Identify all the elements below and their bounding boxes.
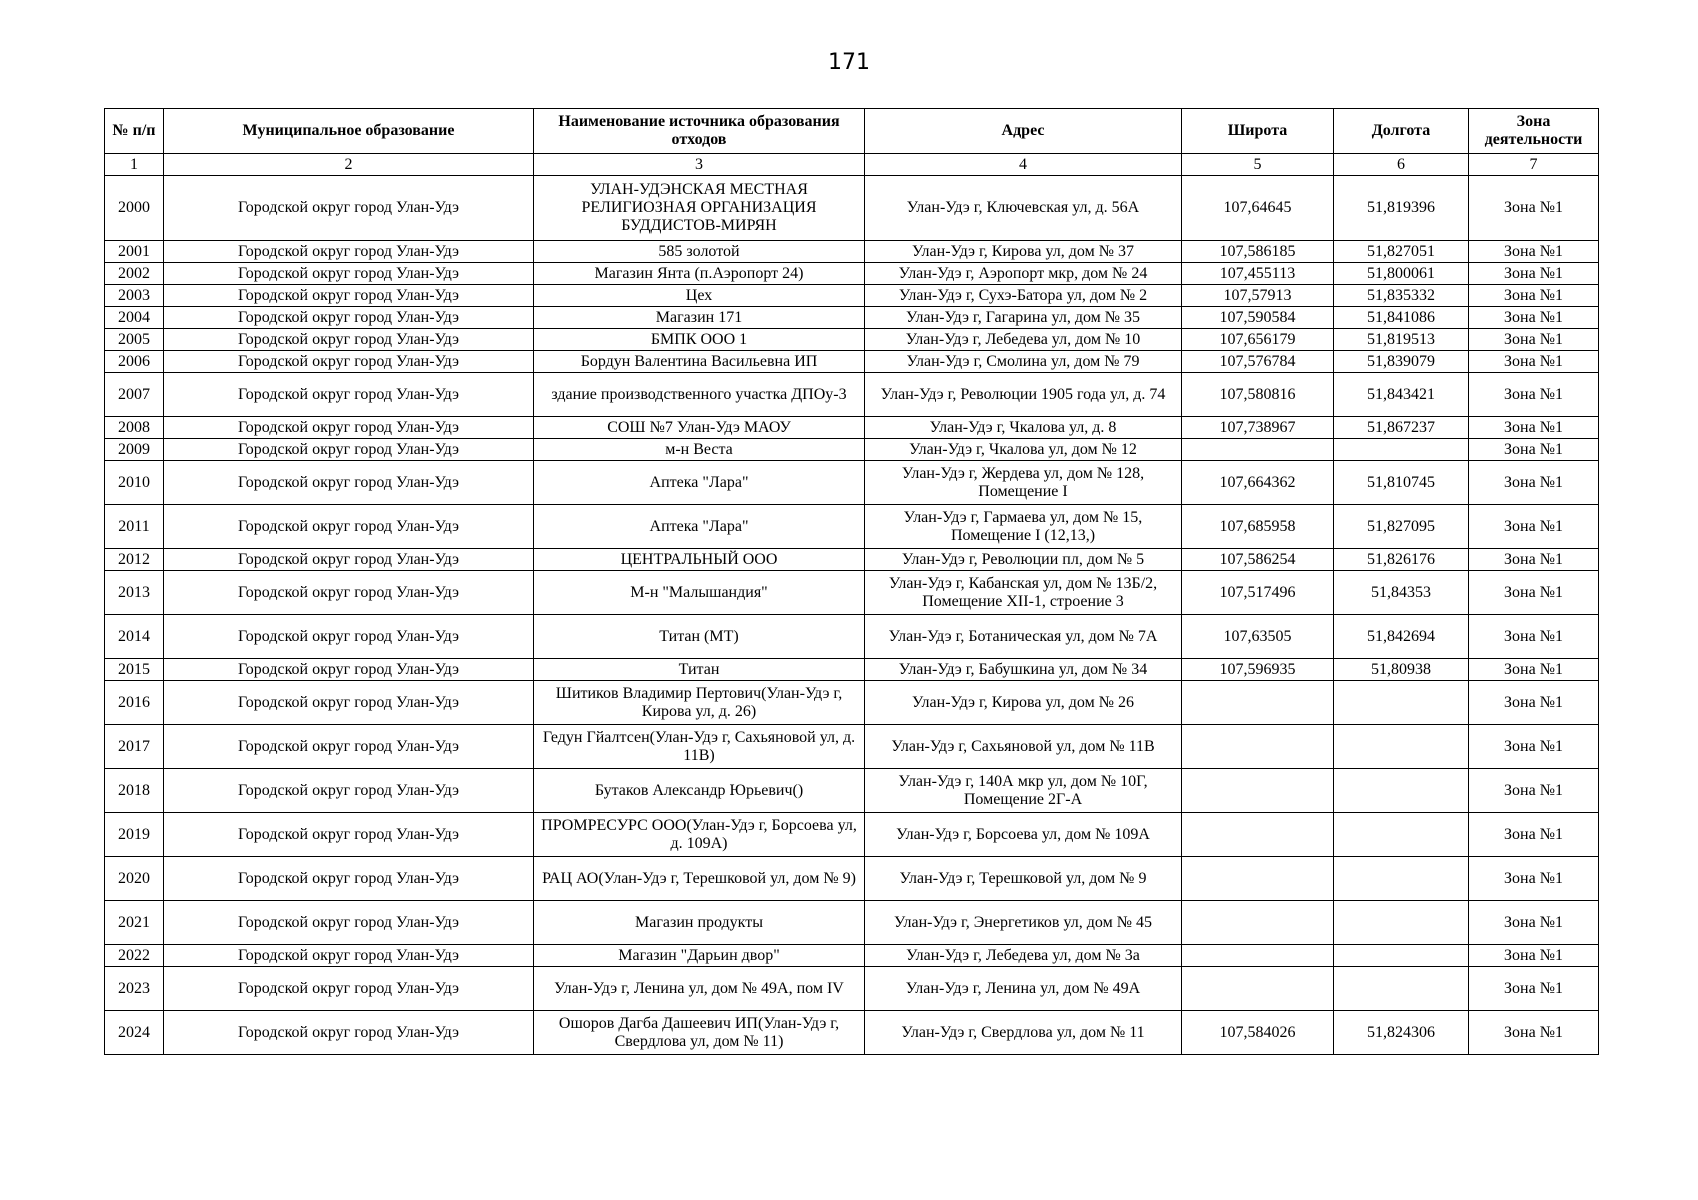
table-row [105,549,1599,571]
municipality-cell: Городской округ город Улан-Удэ [164,615,534,659]
latitude-cell: 107,455113 [1182,263,1334,285]
address-cell: Улан-Удэ г, Чкалова ул, дом № 12 [865,439,1182,461]
table-row [105,1011,1599,1055]
latitude-cell [1182,439,1334,461]
table-row [105,329,1599,351]
table-row [105,901,1599,945]
address-cell: Улан-Удэ г, Бабушкина ул, дом № 34 [865,659,1182,681]
address-cell: Улан-Удэ г, Кабанская ул, дом № 13Б/2, Помещение XII-1, строение 3 [865,571,1182,615]
table-row [105,945,1599,967]
header-row [105,109,1599,154]
longitude-cell: 51,810745 [1334,461,1469,505]
longitude-cell: 51,824306 [1334,1011,1469,1055]
row-number-cell: 2012 [105,549,164,571]
source-name-cell: Бутаков Александр Юрьевич() [534,769,865,813]
table-row [105,176,1599,241]
municipality-cell: Городской округ город Улан-Удэ [164,945,534,967]
row-number-cell: 2018 [105,769,164,813]
address-cell: Улан-Удэ г, Революции пл, дом № 5 [865,549,1182,571]
column-number: 1 [105,154,164,176]
latitude-cell [1182,769,1334,813]
latitude-cell [1182,813,1334,857]
address-cell: Улан-Удэ г, Борсоева ул, дом № 109А [865,813,1182,857]
municipality-cell: Городской округ город Улан-Удэ [164,681,534,725]
row-number-cell: 2009 [105,439,164,461]
source-name-cell: ПРОМРЕСУРС ООО(Улан-Удэ г, Борсоева ул, д. 109А) [534,813,865,857]
zone-cell: Зона №1 [1469,967,1599,1011]
latitude-cell [1182,725,1334,769]
zone-cell: Зона №1 [1469,857,1599,901]
row-number-cell: 2015 [105,659,164,681]
table-row [105,967,1599,1011]
source-name-cell: Магазин "Дарьин двор" [534,945,865,967]
address-cell: Улан-Удэ г, Ленина ул, дом № 49А [865,967,1182,1011]
source-name-cell: Цех [534,285,865,307]
header-cell: Наименование источника образования отходов [534,109,865,154]
longitude-cell [1334,813,1469,857]
table-row [105,813,1599,857]
municipality-cell: Городской округ город Улан-Удэ [164,813,534,857]
longitude-cell: 51,843421 [1334,373,1469,417]
source-name-cell: Ошоров Дагба Дашеевич ИП(Улан-Удэ г, Свердлова ул, дом № 11) [534,1011,865,1055]
latitude-cell: 107,656179 [1182,329,1334,351]
longitude-cell: 51,819396 [1334,176,1469,241]
row-number-cell: 2006 [105,351,164,373]
municipality-cell: Городской округ город Улан-Удэ [164,285,534,307]
municipality-cell: Городской округ город Улан-Удэ [164,263,534,285]
row-number-cell: 2010 [105,461,164,505]
source-name-cell: 585 золотой [534,241,865,263]
address-cell: Улан-Удэ г, Ключевская ул, д. 56А [865,176,1182,241]
address-cell: Улан-Удэ г, Кирова ул, дом № 26 [865,681,1182,725]
longitude-cell: 51,84353 [1334,571,1469,615]
latitude-cell: 107,586185 [1182,241,1334,263]
table-row [105,417,1599,439]
column-number-row [105,154,1599,176]
source-name-cell: М-н "Малышандия" [534,571,865,615]
column-number: 6 [1334,154,1469,176]
zone-cell: Зона №1 [1469,945,1599,967]
latitude-cell: 107,738967 [1182,417,1334,439]
zone-cell: Зона №1 [1469,176,1599,241]
source-name-cell: Улан-Удэ г, Ленина ул, дом № 49А, пом IV [534,967,865,1011]
address-cell: Улан-Удэ г, Жердева ул, дом № 128, Помещение I [865,461,1182,505]
source-name-cell: РАЦ АО(Улан-Удэ г, Терешковой ул, дом № 9) [534,857,865,901]
zone-cell: Зона №1 [1469,681,1599,725]
municipality-cell: Городской округ город Улан-Удэ [164,417,534,439]
header-cell: № п/п [105,109,164,154]
row-number-cell: 2002 [105,263,164,285]
source-name-cell: Гедун Гйалтсен(Улан-Удэ г, Сахьяновой ул, д. 11В) [534,725,865,769]
header-cell: Зона деятельности [1469,109,1599,154]
latitude-cell [1182,681,1334,725]
longitude-cell [1334,857,1469,901]
municipality-cell: Городской округ город Улан-Удэ [164,549,534,571]
latitude-cell: 107,685958 [1182,505,1334,549]
municipality-cell: Городской округ город Улан-Удэ [164,857,534,901]
zone-cell: Зона №1 [1469,505,1599,549]
row-number-cell: 2020 [105,857,164,901]
source-name-cell: Титан (МТ) [534,615,865,659]
zone-cell: Зона №1 [1469,285,1599,307]
row-number-cell: 2019 [105,813,164,857]
longitude-cell [1334,681,1469,725]
municipality-cell: Городской округ город Улан-Удэ [164,571,534,615]
source-name-cell: м-н Веста [534,439,865,461]
row-number-cell: 2017 [105,725,164,769]
address-cell: Улан-Удэ г, Кирова ул, дом № 37 [865,241,1182,263]
address-cell: Улан-Удэ г, Сахьяновой ул, дом № 11В [865,725,1182,769]
table-row [105,263,1599,285]
table-row [105,681,1599,725]
source-name-cell: Бордун Валентина Васильевна ИП [534,351,865,373]
municipality-cell: Городской округ город Улан-Удэ [164,329,534,351]
column-number: 3 [534,154,865,176]
row-number-cell: 2011 [105,505,164,549]
source-name-cell: Магазин Янта (п.Аэропорт 24) [534,263,865,285]
table-row [105,615,1599,659]
longitude-cell [1334,769,1469,813]
municipality-cell: Городской округ город Улан-Удэ [164,505,534,549]
latitude-cell: 107,63505 [1182,615,1334,659]
municipality-cell: Городской округ город Улан-Удэ [164,769,534,813]
longitude-cell [1334,967,1469,1011]
longitude-cell: 51,819513 [1334,329,1469,351]
table-row [105,307,1599,329]
latitude-cell [1182,857,1334,901]
latitude-cell [1182,901,1334,945]
table-row [105,769,1599,813]
municipality-cell: Городской округ город Улан-Удэ [164,1011,534,1055]
municipality-cell: Городской округ город Улан-Удэ [164,901,534,945]
zone-cell: Зона №1 [1469,615,1599,659]
header-cell: Муниципальное образование [164,109,534,154]
header-cell: Широта [1182,109,1334,154]
longitude-cell: 51,841086 [1334,307,1469,329]
longitude-cell: 51,800061 [1334,263,1469,285]
table-body [105,176,1599,1055]
address-cell: Улан-Удэ г, Энергетиков ул, дом № 45 [865,901,1182,945]
address-cell: Улан-Удэ г, Лебедева ул, дом № 3а [865,945,1182,967]
row-number-cell: 2014 [105,615,164,659]
row-number-cell: 2001 [105,241,164,263]
source-name-cell: СОШ №7 Улан-Удэ МАОУ [534,417,865,439]
table-row [105,505,1599,549]
longitude-cell [1334,901,1469,945]
longitude-cell: 51,80938 [1334,659,1469,681]
source-name-cell: Магазин 171 [534,307,865,329]
zone-cell: Зона №1 [1469,329,1599,351]
zone-cell: Зона №1 [1469,417,1599,439]
latitude-cell: 107,576784 [1182,351,1334,373]
column-number: 4 [865,154,1182,176]
column-number: 2 [164,154,534,176]
table-row [105,373,1599,417]
longitude-cell [1334,725,1469,769]
latitude-cell: 107,596935 [1182,659,1334,681]
address-cell: Улан-Удэ г, Гагарина ул, дом № 35 [865,307,1182,329]
municipality-cell: Городской округ город Улан-Удэ [164,176,534,241]
municipality-cell: Городской округ город Улан-Удэ [164,461,534,505]
latitude-cell: 107,517496 [1182,571,1334,615]
address-cell: Улан-Удэ г, Терешковой ул, дом № 9 [865,857,1182,901]
address-cell: Улан-Удэ г, Лебедева ул, дом № 10 [865,329,1182,351]
address-cell: Улан-Удэ г, Революции 1905 года ул, д. 74 [865,373,1182,417]
zone-cell: Зона №1 [1469,307,1599,329]
row-number-cell: 2004 [105,307,164,329]
longitude-cell [1334,945,1469,967]
table-row [105,571,1599,615]
row-number-cell: 2023 [105,967,164,1011]
municipality-cell: Городской округ город Улан-Удэ [164,659,534,681]
source-name-cell: Аптека "Лара" [534,461,865,505]
table-row [105,241,1599,263]
municipality-cell: Городской округ город Улан-Удэ [164,373,534,417]
table-row [105,725,1599,769]
longitude-cell: 51,835332 [1334,285,1469,307]
header-cell: Долгота [1334,109,1469,154]
latitude-cell [1182,945,1334,967]
row-number-cell: 2021 [105,901,164,945]
zone-cell: Зона №1 [1469,901,1599,945]
municipality-cell: Городской округ город Улан-Удэ [164,439,534,461]
page-number: 171 [828,50,870,75]
source-name-cell: Титан [534,659,865,681]
municipality-cell: Городской округ город Улан-Удэ [164,725,534,769]
address-cell: Улан-Удэ г, Смолина ул, дом № 79 [865,351,1182,373]
source-name-cell: ЦЕНТРАЛЬНЫЙ ООО [534,549,865,571]
latitude-cell: 107,57913 [1182,285,1334,307]
source-name-cell: УЛАН-УДЭНСКАЯ МЕСТНАЯ РЕЛИГИОЗНАЯ ОРГАНИЗАЦИЯ БУДДИСТОВ-МИРЯН [534,176,865,241]
longitude-cell: 51,839079 [1334,351,1469,373]
zone-cell: Зона №1 [1469,725,1599,769]
latitude-cell: 107,584026 [1182,1011,1334,1055]
row-number-cell: 2003 [105,285,164,307]
zone-cell: Зона №1 [1469,439,1599,461]
zone-cell: Зона №1 [1469,549,1599,571]
municipality-cell: Городской округ город Улан-Удэ [164,351,534,373]
zone-cell: Зона №1 [1469,659,1599,681]
latitude-cell: 107,664362 [1182,461,1334,505]
zone-cell: Зона №1 [1469,263,1599,285]
row-number-cell: 2007 [105,373,164,417]
latitude-cell: 107,64645 [1182,176,1334,241]
latitude-cell: 107,580816 [1182,373,1334,417]
table-row [105,857,1599,901]
address-cell: Улан-Удэ г, Свердлова ул, дом № 11 [865,1011,1182,1055]
latitude-cell [1182,967,1334,1011]
table-row [105,659,1599,681]
longitude-cell: 51,867237 [1334,417,1469,439]
latitude-cell: 107,586254 [1182,549,1334,571]
zone-cell: Зона №1 [1469,813,1599,857]
table-row [105,351,1599,373]
row-number-cell: 2016 [105,681,164,725]
header-cell: Адрес [865,109,1182,154]
source-name-cell: БМПК ООО 1 [534,329,865,351]
row-number-cell: 2013 [105,571,164,615]
longitude-cell: 51,827051 [1334,241,1469,263]
source-name-cell: Шитиков Владимир Пертович(Улан-Удэ г, Кирова ул, д. 26) [534,681,865,725]
longitude-cell: 51,842694 [1334,615,1469,659]
row-number-cell: 2024 [105,1011,164,1055]
municipality-cell: Городской округ город Улан-Удэ [164,307,534,329]
address-cell: Улан-Удэ г, Ботаническая ул, дом № 7А [865,615,1182,659]
row-number-cell: 2005 [105,329,164,351]
zone-cell: Зона №1 [1469,571,1599,615]
zone-cell: Зона №1 [1469,461,1599,505]
latitude-cell: 107,590584 [1182,307,1334,329]
address-cell: Улан-Удэ г, Гармаева ул, дом № 15, Помещение I (12,13,) [865,505,1182,549]
table-row [105,285,1599,307]
zone-cell: Зона №1 [1469,373,1599,417]
zone-cell: Зона №1 [1469,1011,1599,1055]
row-number-cell: 2000 [105,176,164,241]
column-number: 5 [1182,154,1334,176]
source-name-cell: Магазин продукты [534,901,865,945]
table-row [105,461,1599,505]
source-name-cell: Аптека "Лара" [534,505,865,549]
table-row [105,439,1599,461]
address-cell: Улан-Удэ г, Сухэ-Батора ул, дом № 2 [865,285,1182,307]
zone-cell: Зона №1 [1469,241,1599,263]
longitude-cell: 51,827095 [1334,505,1469,549]
municipality-cell: Городской округ город Улан-Удэ [164,967,534,1011]
row-number-cell: 2008 [105,417,164,439]
zone-cell: Зона №1 [1469,769,1599,813]
longitude-cell [1334,439,1469,461]
source-name-cell: здание производственного участка ДПОу-3 [534,373,865,417]
zone-cell: Зона №1 [1469,351,1599,373]
address-cell: Улан-Удэ г, Аэропорт мкр, дом № 24 [865,263,1182,285]
column-number: 7 [1469,154,1599,176]
municipality-cell: Городской округ город Улан-Удэ [164,241,534,263]
address-cell: Улан-Удэ г, 140А мкр ул, дом № 10Г, Помещение 2Г-А [865,769,1182,813]
longitude-cell: 51,826176 [1334,549,1469,571]
waste-sources-table [104,108,1599,1055]
address-cell: Улан-Удэ г, Чкалова ул, д. 8 [865,417,1182,439]
row-number-cell: 2022 [105,945,164,967]
